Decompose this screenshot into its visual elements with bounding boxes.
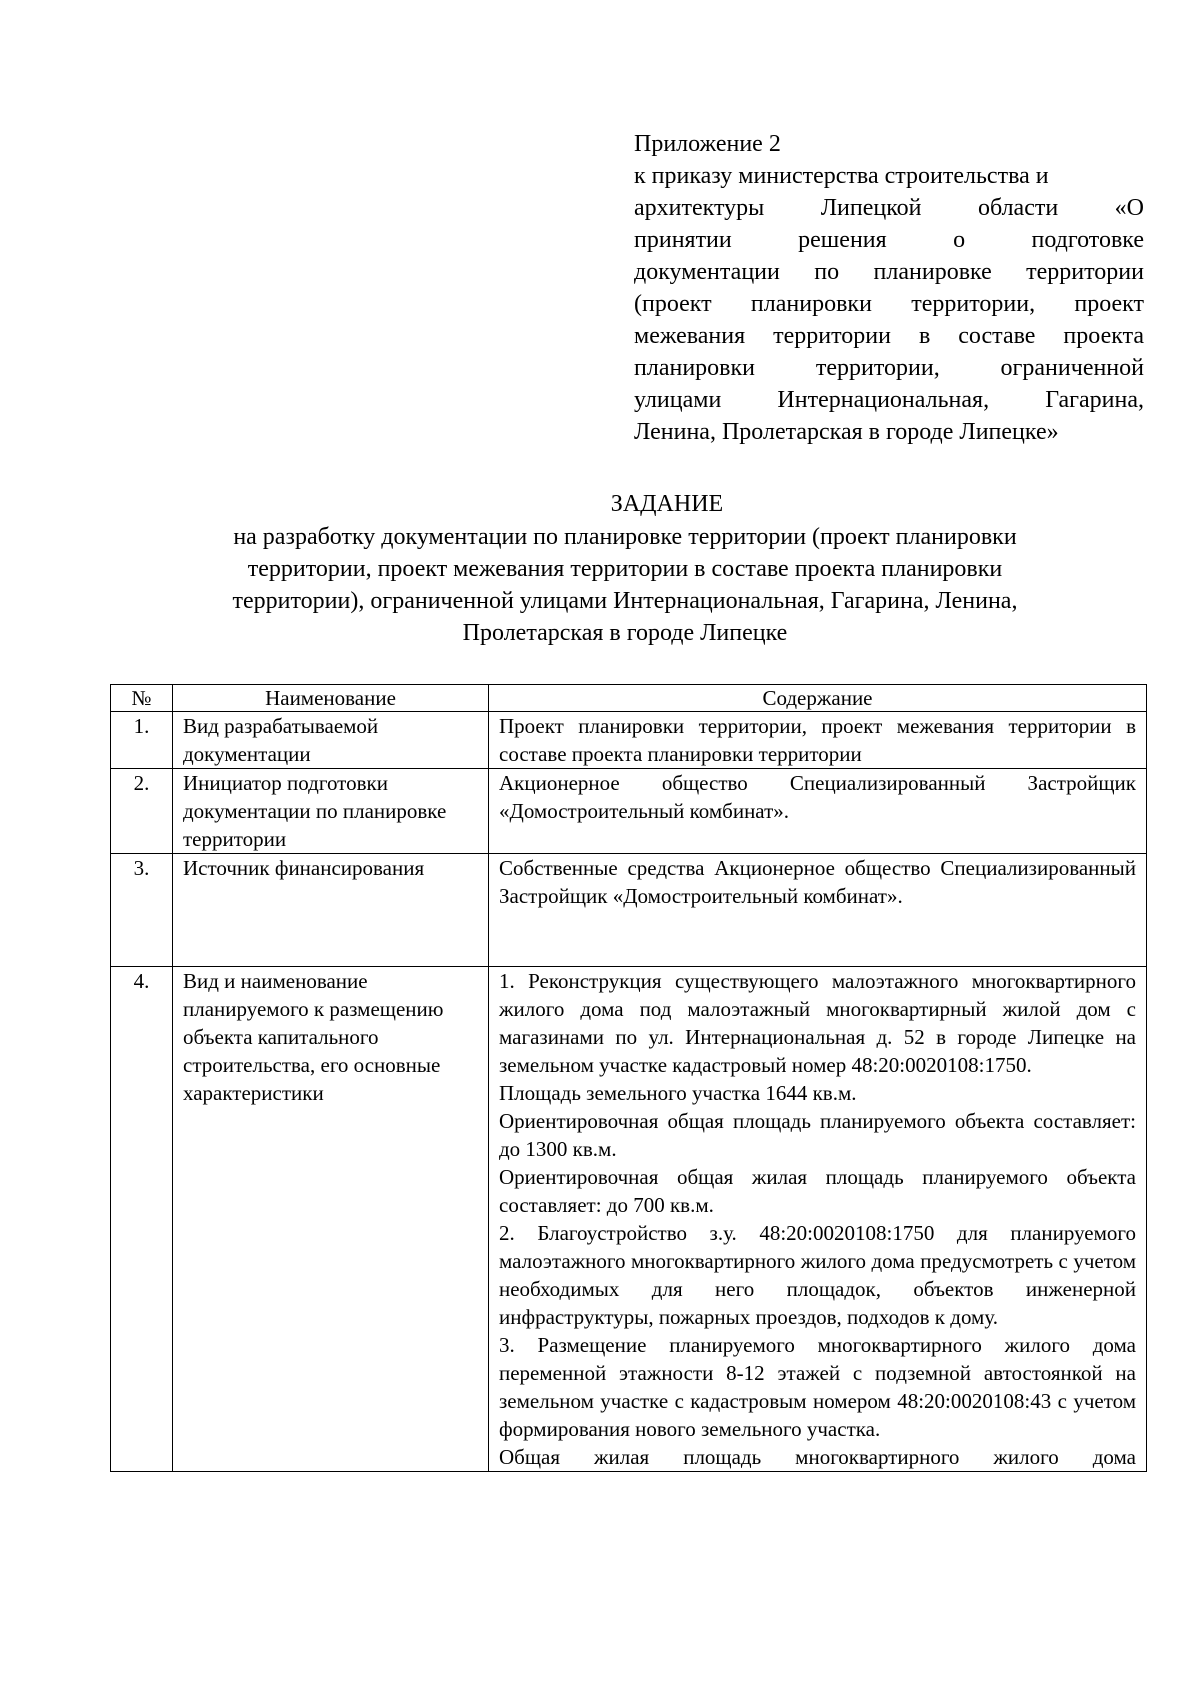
content-paragraph: 1. Реконструкция существующего малоэтажного многоквартирного жилого дома под малоэтажный многоквартирный жилой дом с магазинами по ул. Интернациональная д. 52 в городе Липецке на земельном участке кадастровый номер 48:20:0020108:1750. [499, 969, 1136, 1077]
appendix-line: Приложение 2 [634, 131, 781, 157]
content-paragraph: Акционерное общество Специализированный Застройщик «Домостроительный комбинат». [499, 771, 1136, 823]
row-number: 1. [111, 712, 173, 769]
appendix-line: архитектуры Липецкой области «О [634, 195, 1144, 221]
subtitle-line: территории, проект межевания территории в составе проекта планировки [247, 556, 1003, 582]
appendix-block [634, 128, 1144, 448]
document-title: ЗАДАНИЕ [610, 491, 724, 517]
appendix-line: планировки территории, ограниченной [634, 355, 1144, 381]
row-name: Инициатор подготовки документации по планировке территории [173, 769, 489, 854]
content-paragraph: Собственные средства Акционерное общество Специализированный Застройщик «Домостроительный комбинат». [499, 856, 1136, 908]
row-name: Вид разрабатываемой документации [173, 712, 489, 769]
row-content [489, 967, 1147, 1472]
task-table [110, 684, 1147, 1472]
subtitle-line: Пролетарская в городе Липецке [462, 620, 788, 646]
row-name: Вид и наименование планируемого к размещению объекта капитального строительства, его основные характеристики [173, 967, 489, 1472]
appendix-line: межевания территории в составе проекта [634, 323, 1144, 349]
row-content [489, 854, 1147, 967]
row-content [489, 769, 1147, 854]
content-paragraph: Общая жилая площадь многоквартирного жилого дома [499, 1445, 1136, 1469]
row-content [489, 712, 1147, 769]
content-paragraph: 2. Благоустройство з.у. 48:20:0020108:1750 для планируемого малоэтажного многоквартирного жилого дома предусмотреть с учетом необходимых для него площадок, объектов инженерной инфраструктуры, пожарных проездов, подходов к дому. [499, 1221, 1136, 1329]
appendix-line: к приказу министерства строительства и [634, 163, 1049, 189]
appendix-line: документации по планировке территории [634, 259, 1144, 285]
table-row [111, 967, 1147, 1472]
row-number: 2. [111, 769, 173, 854]
content-paragraph: 3. Размещение планируемого многоквартирного жилого дома переменной этажности 8-12 этажей с подземной автостоянкой на земельном участке с кадастровым номером 48:20:0020108:43 с учетом формирования нового земельного участка. [499, 1333, 1136, 1441]
document-subtitle [150, 521, 1100, 649]
header-content: Содержание [489, 685, 1147, 712]
table-header-row [111, 685, 1147, 712]
row-number: 3. [111, 854, 173, 967]
table-row [111, 712, 1147, 769]
table-row [111, 769, 1147, 854]
table-row [111, 854, 1147, 967]
subtitle-line: на разработку документации по планировке территории (проект планировки [233, 524, 1017, 550]
content-paragraph: Ориентировочная общая площадь планируемого объекта составляет: до 1300 кв.м. [499, 1109, 1136, 1161]
appendix-line: принятии решения о подготовке [634, 227, 1144, 253]
content-paragraph: Площадь земельного участка 1644 кв.м. [499, 1081, 857, 1105]
header-name: Наименование [173, 685, 489, 712]
appendix-line: Ленина, Пролетарская в городе Липецке» [634, 419, 1059, 445]
content-paragraph: Ориентировочная общая жилая площадь планируемого объекта составляет: до 700 кв.м. [499, 1165, 1136, 1217]
header-number: № [111, 685, 173, 712]
content-paragraph: Проект планировки территории, проект межевания территории в составе проекта планировки территории [499, 714, 1136, 766]
row-name: Источник финансирования [173, 854, 489, 967]
appendix-line: (проект планировки территории, проект [634, 291, 1144, 317]
appendix-line: улицами Интернациональная, Гагарина, [634, 387, 1144, 413]
row-number: 4. [111, 967, 173, 1472]
subtitle-line: территории), ограниченной улицами Интернациональная, Гагарина, Ленина, [232, 588, 1018, 614]
